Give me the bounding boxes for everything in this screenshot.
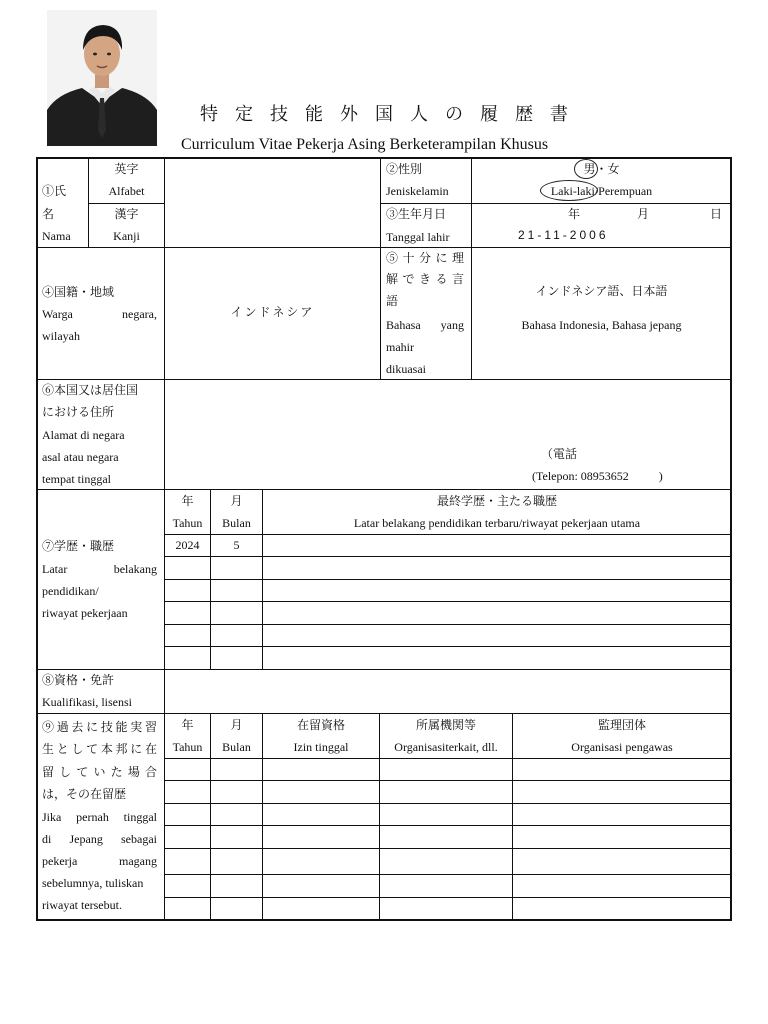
- edu-year-jp: 年: [181, 494, 194, 508]
- intern-year-id: Tahun: [172, 740, 203, 754]
- name-label-jp-2: 名: [42, 207, 55, 221]
- intern-month-jp: 月: [230, 718, 243, 732]
- intern-label-id-2: di Jepang sebagai: [42, 832, 157, 846]
- intern-label-id-4: sebelumnya, tuliskan: [42, 876, 144, 890]
- divider: [164, 874, 731, 875]
- intern-label-id-5: riwayat tersebut.: [42, 898, 122, 912]
- document-title-jp: 特定技能外国人の履歴書: [200, 104, 585, 124]
- kanji-label-jp: 漢字: [114, 207, 139, 221]
- edu-row-year[interactable]: 2024: [175, 538, 200, 552]
- applicant-photo: [47, 10, 157, 146]
- language-value-id[interactable]: Bahasa Indonesia, Bahasa jepang: [521, 318, 682, 332]
- birth-date-value[interactable]: 21-11-2006: [518, 228, 609, 242]
- nationality-label-jp: ④国籍・地域: [42, 285, 115, 299]
- education-label-id-2: pendidikan/: [42, 584, 99, 598]
- intern-label-id-3: pekerja magang: [42, 854, 157, 868]
- phone-label-jp: （電話: [541, 447, 578, 461]
- edu-year-id: Tahun: [172, 516, 203, 530]
- intern-label-jp-2: 生として本邦に在: [42, 742, 157, 756]
- address-label-id-2: asal atau negara: [42, 450, 119, 464]
- divider: [164, 534, 731, 535]
- nationality-value[interactable]: インドネシア: [230, 305, 315, 319]
- intern-label-id-1: Jika pernah tinggal: [42, 810, 157, 824]
- divider: [164, 825, 731, 826]
- address-label-id-3: tempat tinggal: [42, 472, 111, 486]
- qualification-label-id: Kualifikasi, lisensi: [42, 695, 132, 709]
- divider: [37, 669, 731, 670]
- nationality-label-id-2: wilayah: [42, 329, 80, 343]
- divider: [164, 579, 731, 580]
- qualification-label-jp: ⑧資格・免許: [42, 673, 115, 687]
- divider: [164, 897, 731, 898]
- language-label-jp-2: 解できる言: [386, 272, 464, 286]
- address-label-id-1: Alamat di negara: [42, 428, 125, 442]
- divider: [37, 247, 731, 248]
- nationality-label-id-1: Warga negara,: [42, 307, 157, 321]
- name-label-jp: ①氏: [42, 184, 67, 198]
- intern-month-id: Bulan: [222, 740, 251, 754]
- divider: [164, 556, 731, 557]
- intern-supervisor-id: Organisasi pengawas: [571, 740, 673, 754]
- address-label-jp-2: における住所: [42, 405, 115, 419]
- birth-label-jp: ③生年月日: [386, 207, 447, 221]
- education-label-id-3: riwayat pekerjaan: [42, 606, 128, 620]
- intern-year-jp: 年: [181, 718, 194, 732]
- alphabet-label-id: Alfabet: [108, 184, 145, 198]
- edu-month-jp: 月: [230, 494, 243, 508]
- language-label-jp-1: ⑤十分に理: [386, 251, 464, 265]
- divider: [164, 780, 731, 781]
- intern-org-id: Organisasiterkait, dll.: [394, 740, 498, 754]
- divider: [88, 203, 165, 204]
- edu-month-id: Bulan: [222, 516, 251, 530]
- birth-month-jp: 月: [637, 207, 650, 221]
- edu-desc-id: Latar belakang pendidikan terbaru/riwayat pekerjaan utama: [353, 516, 641, 530]
- birth-year-jp: 年: [568, 207, 581, 221]
- selected-gender-circle-id: [540, 180, 598, 201]
- education-label-jp: ⑦学歴・職歴: [42, 539, 115, 553]
- address-label-jp-1: ⑥本国又は居住国: [42, 383, 139, 397]
- gender-options-jp: 男・女: [583, 162, 620, 176]
- divider: [164, 803, 731, 804]
- gender-options-id: Laki-laki/Perempuan: [550, 184, 653, 198]
- language-label-id-1: Bahasa yang: [386, 318, 464, 332]
- divider: [37, 379, 731, 380]
- divider: [164, 848, 731, 849]
- divider: [380, 203, 731, 204]
- gender-label-jp: ②性別: [386, 162, 423, 176]
- gender-label-id: Jeniskelamin: [386, 184, 449, 198]
- language-label-id-3: dikuasai: [386, 362, 426, 376]
- kanji-label-id: Kanji: [113, 229, 140, 243]
- divider: [164, 758, 731, 759]
- divider: [164, 624, 731, 625]
- selected-gender-circle-jp: [574, 159, 598, 179]
- divider: [37, 489, 731, 490]
- language-label-id-2: mahir: [386, 340, 414, 354]
- cv-form-table: [36, 157, 732, 921]
- intern-label-jp-4: は，その在留歴: [42, 787, 127, 801]
- birth-label-id: Tanggal lahir: [386, 230, 450, 244]
- intern-label-jp-3: 留していた場合: [42, 765, 157, 779]
- divider: [380, 158, 381, 379]
- divider: [164, 646, 731, 647]
- phone-value[interactable]: (Telepon: 08953652 ): [532, 469, 663, 483]
- edu-desc-jp: 最終学歴・主たる職歴: [436, 494, 557, 508]
- document-title-id: Curriculum Vitae Pekerja Asing Berketerampilan Khusus: [181, 136, 549, 153]
- divider: [164, 601, 731, 602]
- name-label-id: Nama: [42, 229, 71, 243]
- birth-day-jp: 日: [710, 207, 723, 221]
- divider: [37, 713, 731, 714]
- intern-status-jp: 在留資格: [296, 718, 345, 732]
- edu-row-month[interactable]: 5: [233, 538, 240, 552]
- language-label-jp-3: 語: [386, 294, 399, 308]
- intern-status-id: Izin tinggal: [293, 740, 349, 754]
- language-value-jp[interactable]: インドネシア語、日本語: [535, 284, 668, 298]
- education-label-id-1: Latar belakang: [42, 562, 157, 576]
- intern-org-jp: 所属機関等: [415, 718, 476, 732]
- intern-label-jp-1: ⑨過去に技能実習: [42, 720, 157, 734]
- intern-supervisor-jp: 監理団体: [597, 718, 646, 732]
- alphabet-label-jp: 英字: [114, 162, 139, 176]
